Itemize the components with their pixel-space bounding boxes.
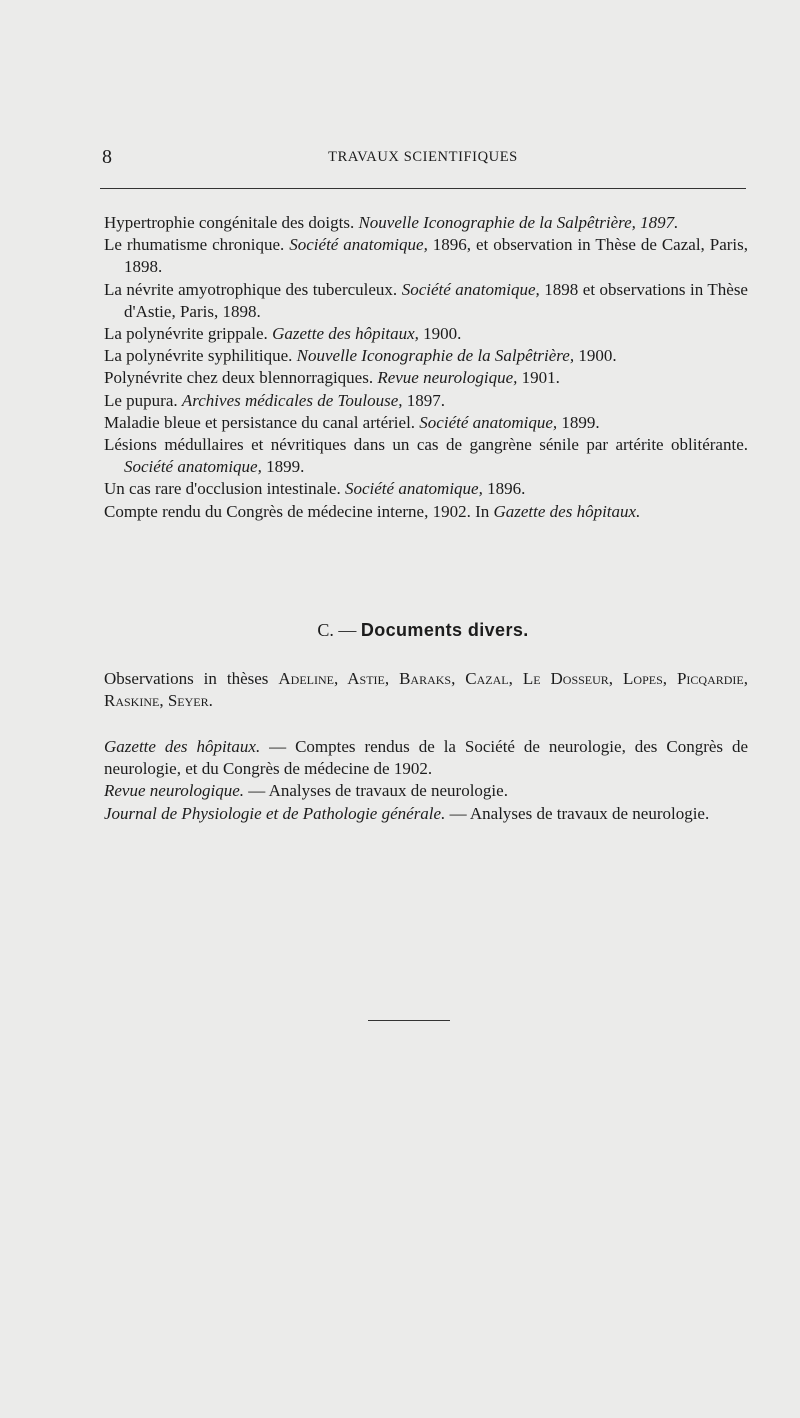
publication-entry: Lésions médullaires et névritiques dans un cas de gangrène sénile par artérite oblitérante. Société anatomique, 1899. <box>104 435 748 477</box>
publication-entry: Maladie bleue et persistance du canal artériel. Société anatomique, 1899. <box>104 412 600 432</box>
publication-entry: La névrite amyotrophique des tuberculeux. Société anatomique, 1898 et observations in Thèse d'Astie, Paris, 1898. <box>104 279 748 321</box>
header-rule <box>100 188 746 189</box>
journal-entry: Gazette des hôpitaux. — Comptes rendus de la Société de neurologie, des Congrès de neurologie, et du Congrès de médecine de 1902. <box>104 737 748 779</box>
section-letter: C. — <box>317 620 361 640</box>
section-heading <box>100 620 746 641</box>
publication-entry: Un cas rare d'occlusion intestinale. Société anatomique, 1896. <box>104 479 526 499</box>
section-title: Documents divers. <box>360 620 529 640</box>
publication-entry: Compte rendu du Congrès de médecine interne, 1902. In Gazette des hôpitaux. <box>104 501 641 521</box>
thesis-author-names: Adeline, Astie, Baraks, Cazal, Le Dosseur, Lopes, Picqardie, Raskine, Seyer. <box>104 669 748 711</box>
publication-entry: Polynévrite chez deux blennorragiques. Revue neurologique, 1901. <box>104 368 560 388</box>
running-head: TRAVAUX SCIENTIFIQUES <box>328 149 518 165</box>
journal-entry: Journal de Physiologie et de Pathologie générale. — Analyses de travaux de neurologie. <box>104 803 710 823</box>
journal-list <box>104 736 748 825</box>
page-number: 8 <box>102 146 112 168</box>
publication-entry: La polynévrite grippale. Gazette des hôpitaux, 1900. <box>104 324 462 344</box>
publication-entry: Le pupura. Archives médicales de Toulouse, 1897. <box>104 390 446 410</box>
observations-paragraph: Observations in thèses Adeline, Astie, Baraks, Cazal, Le Dosseur, Lopes, Picqardie, Raskine, Seyer. <box>104 669 748 711</box>
publication-entry: Hypertrophie congénitale des doigts. Nouvelle Iconographie de la Salpêtrière, 1897. <box>104 213 679 232</box>
journal-entry: Revue neurologique. — Analyses de travaux de neurologie. <box>104 781 508 801</box>
page-header <box>100 146 746 168</box>
publication-entry: La polynévrite syphilitique. Nouvelle Iconographie de la Salpêtrière, 1900. <box>104 346 617 366</box>
publication-entry: Le rhumatisme chronique. Société anatomique, 1896, et observation in Thèse de Cazal, Paris, 1898. <box>104 235 748 277</box>
publication-list <box>104 212 748 523</box>
end-rule <box>368 1020 450 1021</box>
